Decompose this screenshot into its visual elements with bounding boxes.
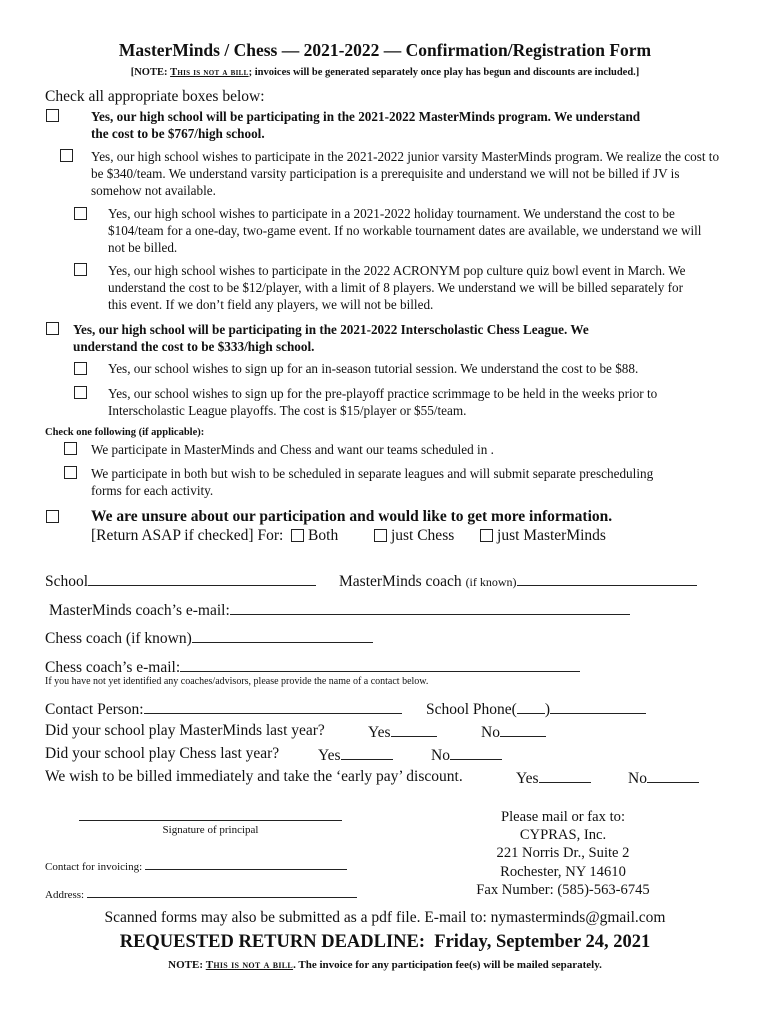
mm-jv-text: Yes, our high school wishes to participate in the 2021-2022 junior varsity MasterMinds program. We realize the cost to be $340/team. We understand varsity participation is a prerequisite and understand we will not be billed if JV is somehow not available. bbox=[91, 149, 720, 198]
chess-scrimmage-checkbox[interactable] bbox=[74, 386, 87, 399]
unsure-checkbox[interactable] bbox=[46, 510, 59, 523]
instructions: Check all appropriate boxes below: bbox=[45, 88, 265, 105]
q-mm-last-year: Did your school play MasterMinds last year? bbox=[45, 722, 325, 739]
separate-schedule-checkbox[interactable] bbox=[64, 466, 77, 479]
check-one-heading: Check one following (if applicable): bbox=[45, 427, 205, 438]
q-early-pay: We wish to be billed immediately and take the ‘early pay’ discount. bbox=[45, 768, 463, 785]
coach-note: If you have not yet identified any coaches/advisors, please provide the name of a contact below. bbox=[45, 676, 429, 687]
mail-address-block: Please mail or fax to: CYPRAS, Inc. 221 Norris Dr., Suite 2 Rochester, NY 14610 Fax Number: (585)-563-6745 bbox=[476, 809, 650, 898]
chess-scrimmage-text: Yes, our school wishes to sign up for the pre-playoff practice scrimmage to be held in the weeks prior to Interscholastic League playoffs. The cost is $15/player or $55/team. bbox=[108, 386, 658, 418]
footer-note: NOTE: This is not a bill. The invoice for any participation fee(s) will be mailed separately. bbox=[168, 959, 602, 971]
unsure-options: [Return ASAP if checked] For: Both just Chess just MasterMinds bbox=[91, 527, 606, 544]
scanned-forms-note: Scanned forms may also be submitted as a pdf file. E-mail to: nymasterminds@gmail.com bbox=[104, 909, 666, 926]
q-early-pay-no-field[interactable]: No bbox=[628, 768, 699, 788]
contact-invoicing-field[interactable]: Contact for invoicing: bbox=[45, 858, 347, 873]
form-title: MasterMinds / Chess — 2021-2022 — Confirmation/Registration Form bbox=[118, 40, 652, 60]
same-schedule-checkbox[interactable] bbox=[64, 442, 77, 455]
mm-coach-email-field[interactable]: MasterMinds coach’s e-mail: bbox=[49, 600, 630, 620]
chess-main-text: Yes, our high school will be participating in the 2021-2022 Interscholastic Chess League. We understand the cost to be $333/high school. bbox=[73, 322, 589, 354]
q-early-pay-yes-field[interactable]: Yes bbox=[516, 768, 591, 788]
mm-jv-checkbox[interactable] bbox=[60, 149, 73, 162]
chess-main-checkbox[interactable] bbox=[46, 322, 59, 335]
chess-tutorial-text: Yes, our school wishes to sign up for an in-season tutorial session. We understand the cost to be $88. bbox=[108, 361, 639, 376]
principal-signature-label: Signature of principal bbox=[162, 824, 259, 836]
q-chess-no-field[interactable]: No bbox=[431, 745, 502, 765]
mm-coach-field[interactable]: MasterMinds coach (if known) bbox=[339, 571, 697, 591]
header-note: [NOTE: This is not a bill; invoices will be generated separately once play has begun and discounts are included.] bbox=[130, 67, 640, 78]
mm-holiday-checkbox[interactable] bbox=[74, 207, 87, 220]
return-deadline: REQUESTED RETURN DEADLINE: Friday, September 24, 2021 bbox=[119, 932, 651, 952]
just-mm-checkbox[interactable] bbox=[480, 529, 493, 542]
principal-signature-line[interactable] bbox=[79, 820, 342, 821]
address-field[interactable]: Address: bbox=[45, 886, 357, 901]
same-schedule-text: We participate in MasterMinds and Chess and want our teams scheduled in . bbox=[91, 442, 494, 457]
mm-holiday-text: Yes, our high school wishes to participate in a 2021-2022 holiday tournament. We understand the cost to be $104/team for a one-day, two-game event. If no workable tournament dates are available, we understand we will not be billed. bbox=[108, 206, 702, 255]
q-chess-yes-field[interactable]: Yes bbox=[318, 745, 393, 765]
chess-coach-email-field[interactable]: Chess coach’s e-mail: bbox=[45, 657, 580, 677]
mm-main-checkbox[interactable] bbox=[46, 109, 59, 122]
chess-tutorial-checkbox[interactable] bbox=[74, 362, 87, 375]
just-chess-checkbox[interactable] bbox=[374, 529, 387, 542]
school-phone-field[interactable]: School Phone( ) bbox=[426, 699, 646, 719]
contact-person-field[interactable]: Contact Person: bbox=[45, 699, 402, 719]
unsure-text: We are unsure about our participation and would like to get more information. bbox=[91, 508, 613, 525]
both-checkbox[interactable] bbox=[291, 529, 304, 542]
q-mm-yes-field[interactable]: Yes bbox=[368, 722, 437, 742]
mm-main-text: Yes, our high school will be participating in the 2021-2022 MasterMinds program. We understand the cost to be $767/high school. bbox=[91, 109, 641, 141]
q-chess-last-year: Did your school play Chess last year? bbox=[45, 745, 280, 762]
school-field[interactable]: School bbox=[45, 571, 316, 591]
chess-coach-field[interactable]: Chess coach (if known) bbox=[45, 628, 373, 648]
mm-acronym-checkbox[interactable] bbox=[74, 263, 87, 276]
mm-acronym-text: Yes, our high school wishes to participate in the 2022 ACRONYM pop culture quiz bowl event in March. We understand the cost to be $12/player, with a limit of 8 players. We understand we will be billed separately for this event. If we don’t field any players, we will not be billed. bbox=[108, 263, 686, 312]
separate-schedule-text: We participate in both but wish to be scheduled in separate leagues and will submit separate prescheduling forms for each activity. bbox=[91, 466, 654, 498]
q-mm-no-field[interactable]: No bbox=[481, 722, 546, 742]
